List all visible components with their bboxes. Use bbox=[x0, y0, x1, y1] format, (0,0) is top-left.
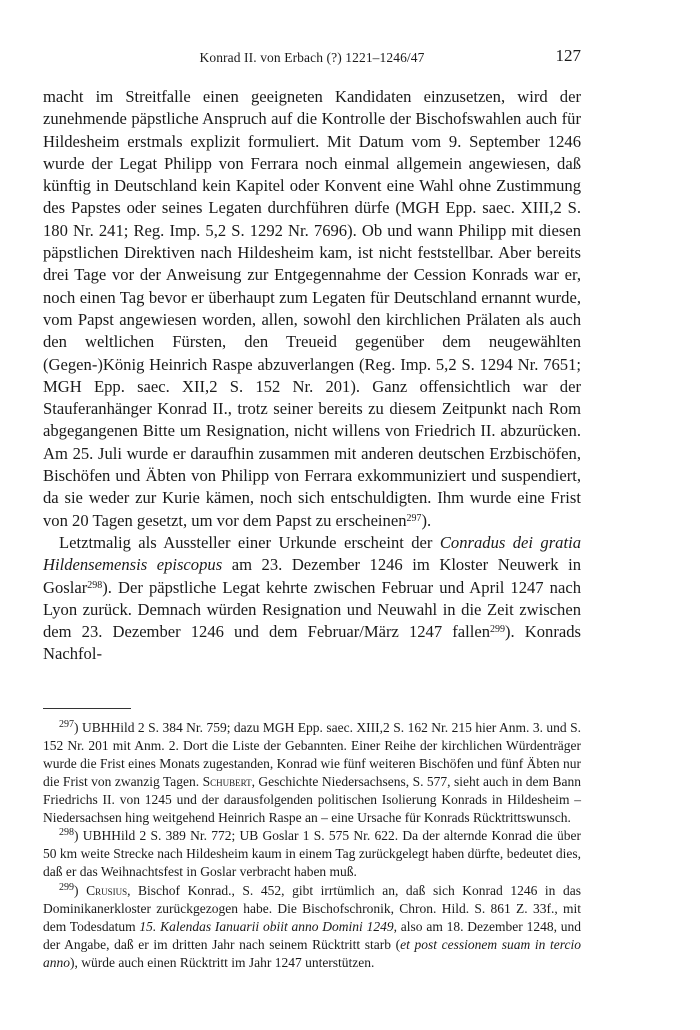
paragraph-2-text-d: ). Konrads Nachfol- bbox=[43, 622, 581, 664]
paragraph-2-text-c: ). Der päpstliche Legat kehrte zwischen Februar und April 1247 nach Lyon zurück. Demnach würden Resignation und Neuwahl in die Zeit zwischen dem 23. Dezember 1246 und dem Februar/März 1247 fallen bbox=[43, 577, 581, 642]
paragraph-1-end: ). bbox=[421, 510, 432, 530]
footnotes bbox=[43, 719, 581, 972]
paragraph-2-text-a: Letztmalig als Aussteller einer Urkunde erscheint der bbox=[59, 532, 440, 552]
footnote-299-quote-2: et post cessionem suam in tercio anno bbox=[43, 936, 581, 970]
footnote-ref-299[interactable]: 299 bbox=[490, 624, 506, 636]
footnote-299-punct: ) bbox=[74, 882, 87, 898]
paragraph-2-text-b: am 23. Dezember 1246 im Kloster Neuwerk in Goslar bbox=[43, 555, 582, 597]
footnote-299-text-a: , Bischof Konrad., S. 452, gibt irrtümlich an, daß sich Konrad 1246 in das Dominikanerkloster zurückgezogen habe. Die Bischofschronik, Chron. Hild. S. 861 Z. 33f., mit dem Todesdatum bbox=[43, 882, 581, 934]
footnote-mark-299: 299 bbox=[59, 881, 74, 893]
footnote-divider bbox=[43, 708, 131, 709]
main-text bbox=[43, 86, 581, 666]
footnote-297-text-a: ) UBHHild 2 S. 384 Nr. 759; dazu MGH Epp. saec. XIII,2 S. 162 Nr. 215 hier Anm. 3. und S. 152 Nr. 201 mit Anm. 2. Dort die Liste der Gebannten. Einer Reihe der kirchlichen Würdenträger wurde die Frist eines Monats zugestanden, Konrad wie fünf weiteren Bischöfen und fünf Äbten nur die Frist von zwanzig Tagen. bbox=[43, 719, 581, 789]
footnote-mark-298: 298 bbox=[59, 827, 74, 839]
footnote-299-quote: 15. Kalendas Ianuarii obiit anno Domini 1249 bbox=[139, 918, 394, 934]
page-number: 127 bbox=[555, 46, 581, 65]
footnote-299 bbox=[43, 882, 581, 972]
footnote-299-text-c: ), würde auch einen Rücktritt im Jahr 1247 unterstützen. bbox=[70, 954, 375, 970]
footnote-299-author: Crusius bbox=[86, 882, 128, 898]
footnote-297-text-b: , Geschichte Niedersachsens, S. 577, sieht auch in dem Bann Friedrichs II. von 1245 und der darausfolgenden politischen Isolierung Konrads in Hildesheim – Niedersachsen hing weitgehend Heinrich Raspe an – eine Ursache für Konrads Rücktrittswunsch. bbox=[43, 774, 581, 826]
footnote-297 bbox=[43, 719, 581, 828]
footnote-297-author: Schubert bbox=[202, 774, 252, 789]
running-head bbox=[43, 44, 581, 72]
paragraph-1-text: macht im Streitfalle einen geeigneten Kandidaten einzusetzen, wird der zunehmende päpstliche Anspruch auf die Kontrolle der Bischofswahlen auch für Hildesheim erstmals explizit formuliert. Mit Datum vom 9. September 1246 wurde der Legat Philipp von Ferrara noch einmal allgemein angewiesen, daß künftig in Deutschland kein Kapitel oder Konvent eine Wahl ohne Zustimmung des Papstes oder seines Legaten durchführen dürfe (MGH Epp. saec. XIII,2 S. 180 Nr. 241; Reg. Imp. 5,2 S. 1292 Nr. 7696). Ob und wann Philipp mit diesen päpstlichen Direktiven nach Hildesheim kam, ist nicht feststellbar. Aber bereits drei Tage vor der Anweisung zur Entgegennahme der Cession Konrads war er, noch einen Tag bevor er überhaupt zum Legaten für Deutschland ernannt wurde, vom Papst angewiesen worden, allen, sowohl den kirchlichen Prälaten als auch den weltlichen Fürsten, den Treueid gegenüber dem neugewählten (Gegen-)König Heinrich Raspe abzuverlangen (Reg. Imp. 5,2 S. 1294 Nr. 7651; MGH Epp. saec. XII,2 S. 152 Nr. 201). Ganz offensichtlich war der Stauferanhänger Konrad II., trotz seiner bereits zu diesem Zeitpunkt nach Rom abgegangenen Bitte um Resignation, nicht willens von Friedrich II. abzurücken. Am 25. Juli wurde er daraufhin zusammen mit anderen deutschen Erzbischöfen, Bischöfen und Äbten von Philipp von Ferrara exkommuniziert und suspendiert, da sie weder zur Kurie kämen, noch sich entschuldigten. Ihm wurde eine Frist von 20 Tagen gesetzt, um vor dem Papst zu erscheinen bbox=[43, 87, 581, 530]
document-title: Conradus dei gratia Hildensemensis episcopus bbox=[43, 532, 581, 575]
book-page bbox=[43, 44, 581, 972]
footnote-mark-297: 297 bbox=[59, 718, 74, 730]
footnote-299-text-b: , also am 18. Dezember 1248, und der Angabe, daß er im dritten Jahr nach seinem Rücktritt starb ( bbox=[43, 918, 582, 952]
footnote-ref-298[interactable]: 298 bbox=[87, 579, 103, 591]
paragraph-2 bbox=[43, 532, 581, 666]
footnote-298-text: ) UBHHild 2 S. 389 Nr. 772; UB Goslar 1 S. 575 Nr. 622. Da der alternde Konrad die über 50 km weite Strecke nach Hildesheim kaum in einem Tag zurückgelegt haben dürfte, bedeutet dies, daß er das Weihnachtsfest in Goslar verbracht haben muß. bbox=[43, 828, 581, 880]
footnote-ref-297[interactable]: 297 bbox=[406, 512, 422, 524]
running-title: Konrad II. von Erbach (?) 1221–1246/47 bbox=[199, 50, 425, 65]
paragraph-1 bbox=[43, 86, 581, 532]
footnote-298 bbox=[43, 827, 581, 881]
